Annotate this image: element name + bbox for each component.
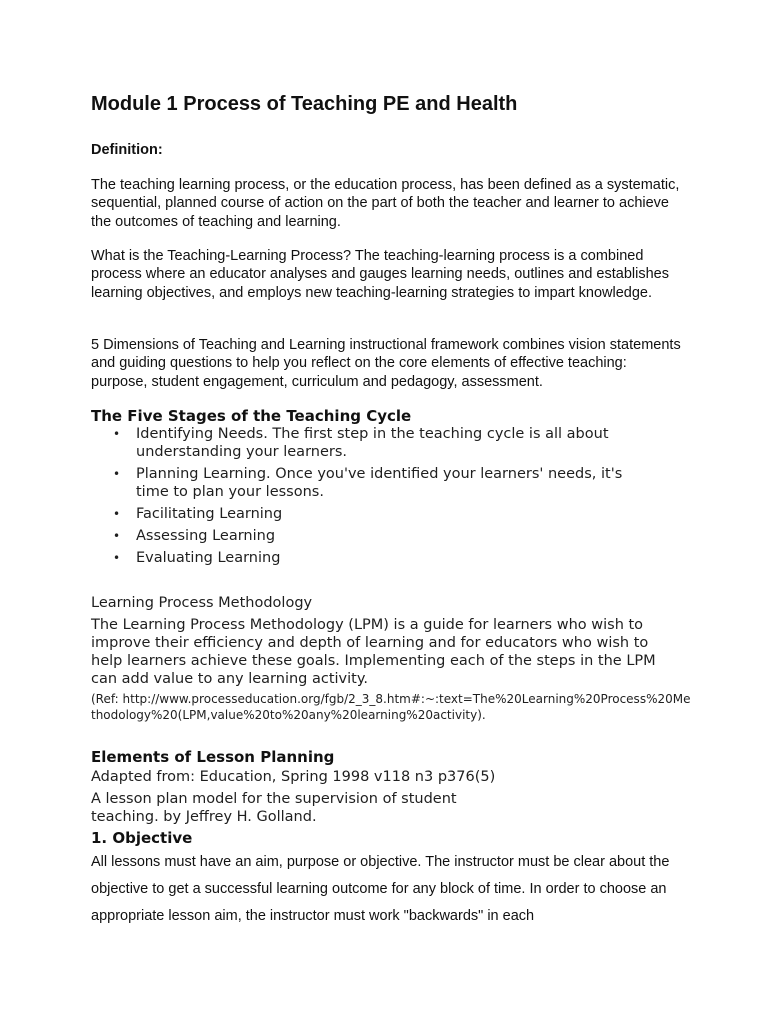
page-title: Module 1 Process of Teaching PE and Health [91, 93, 518, 115]
stage-text: Planning Learning. Once you've identified your learners' needs, it's time to plan your lessons. [136, 466, 623, 500]
list-item [91, 527, 651, 545]
bullet-icon: • [113, 507, 121, 521]
paragraph-teaching-learning-process: What is the Teaching-Learning Process? The teaching-learning process is a combined process where an educator analyses and gauges learning needs, outlines and establishes learning objectives, and employs new teaching-learning strategies to impart knowledge. [91, 248, 669, 301]
list-item [91, 549, 651, 567]
definition-label: Definition: [91, 142, 163, 158]
objective-heading: 1. Objective [91, 829, 193, 847]
stages-heading: The Five Stages of the Teaching Cycle [91, 407, 412, 425]
stages-list [91, 425, 651, 567]
lpm-text: The Learning Process Methodology (LPM) is a guide for learners who wish to improve their efficiency and depth of learning and for educators who wish to help learners achieve these goals. Implementing each of the steps in the LPM can add value to any learning activity. [91, 617, 656, 687]
bullet-icon: • [113, 529, 121, 543]
stage-text: Identifying Needs. The first step in the teaching cycle is all about understanding your learners. [136, 426, 609, 460]
lpm-heading: Learning Process Methodology [91, 595, 313, 611]
bullet-icon: • [113, 427, 121, 441]
bullet-icon: • [113, 467, 121, 481]
elements-heading: Elements of Lesson Planning [91, 748, 335, 766]
adapted-from-text: Adapted from: Education, Spring 1998 v118 n3 p376(5) [91, 769, 496, 785]
objective-text: All lessons must have an aim, purpose or objective. The instructor must be clear about the objective to get a successful learning outcome for any block of time. In order to choose an appropriate lesson aim, the instructor must work "backwards" in each [91, 854, 670, 924]
list-item [91, 505, 651, 523]
list-item [91, 425, 651, 461]
stage-text: Evaluating Learning [136, 550, 281, 566]
bullet-icon: • [113, 551, 121, 565]
lesson-model-line-2: teaching. by Jeffrey H. Golland. [91, 809, 317, 825]
stage-text: Assessing Learning [136, 528, 276, 544]
stage-text: Facilitating Learning [136, 506, 283, 522]
paragraph-definition: The teaching learning process, or the education process, has been defined as a systematic, sequential, planned course of action on the part of both the teacher and learner to achieve the outcomes of teaching and learning. [91, 177, 680, 230]
reference-text: (Ref: http://www.processeducation.org/fgb/2_3_8.htm#:~:text=The%20Learning%20Process%20Methodology%20(LPM,value%20to%20any%20learning%20activity). [91, 692, 691, 722]
list-item [91, 465, 651, 501]
lesson-model-line-1: A lesson plan model for the supervision of student [91, 791, 457, 807]
paragraph-five-dimensions: 5 Dimensions of Teaching and Learning instructional framework combines vision statements and guiding questions to help you reflect on the core elements of effective teaching: purpose, student engagement, curriculum and pedagogy, assessment. [91, 337, 681, 390]
